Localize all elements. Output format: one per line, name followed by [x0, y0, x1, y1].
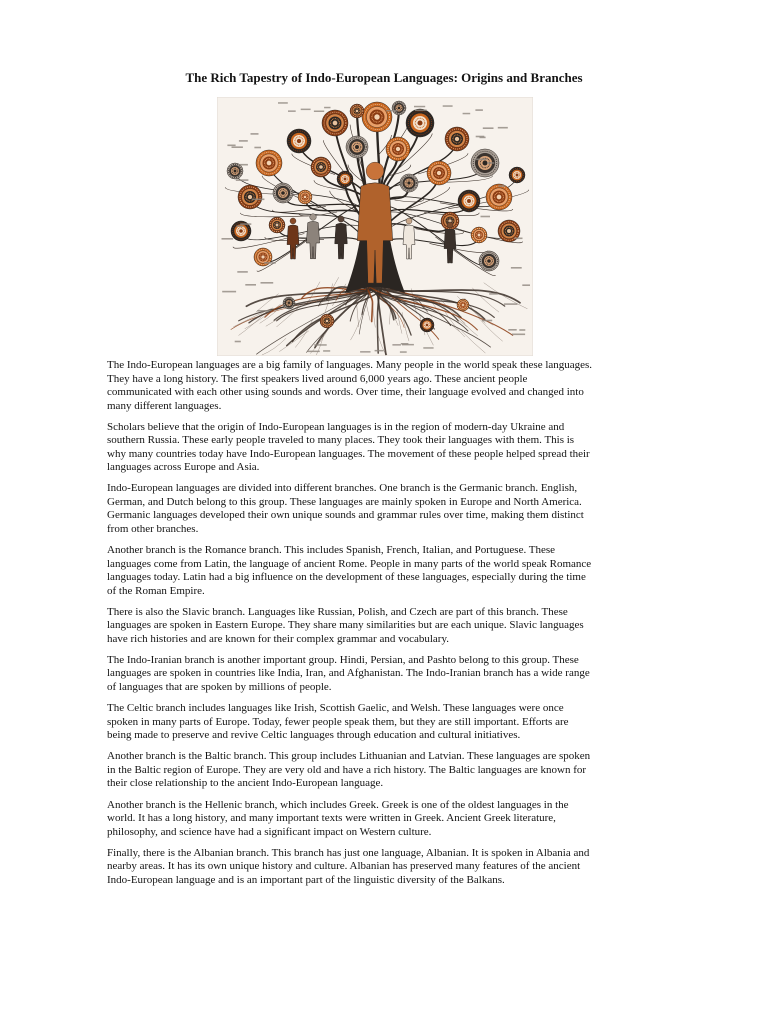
mandala-circle — [320, 314, 334, 328]
mandala-circle — [427, 161, 451, 185]
text-line: The Celtic branch includes languages like Irish, Scottish Gaelic, and Welsh. These languages were once — [107, 702, 564, 715]
language-tree-illustration — [217, 97, 533, 356]
label-mark — [251, 133, 259, 135]
label-mark — [314, 111, 324, 113]
mandala-circle — [445, 127, 469, 151]
mandala-circle — [273, 183, 293, 203]
mandala-circle — [406, 109, 434, 137]
paragraph-2 — [107, 421, 687, 475]
paragraph-4 — [107, 544, 687, 598]
label-mark — [504, 303, 518, 305]
label-mark — [227, 145, 235, 147]
label-mark — [483, 127, 494, 129]
label-mark — [278, 102, 288, 104]
label-mark — [481, 216, 491, 218]
label-mark — [487, 162, 494, 164]
label-mark — [222, 238, 234, 240]
mandala-circle — [346, 136, 368, 158]
label-mark — [400, 351, 407, 353]
text-line: their close relationship to the ancient Indo-European language. — [107, 777, 384, 790]
label-mark — [423, 347, 433, 349]
text-line: of the Roman Empire. — [107, 584, 205, 597]
label-mark — [360, 351, 370, 353]
label-mark — [512, 334, 525, 336]
mandala-circle — [471, 227, 487, 243]
paragraph-1 — [107, 359, 687, 413]
paragraph-7 — [107, 702, 687, 743]
mandala-circle — [458, 190, 480, 212]
text-line: The Indo-European languages are a big family of languages. Many people in the world speak these languages. — [107, 359, 593, 371]
label-mark — [519, 329, 525, 331]
label-mark — [514, 238, 522, 240]
label-mark — [236, 179, 249, 181]
text-line: Finally, there is the Albanian branch. This branch has just one language, Albanian. It is spoken in Albania and — [107, 846, 590, 859]
mandala-circle — [298, 190, 312, 204]
text-line: from other branches. — [107, 522, 199, 535]
text-line: philosophy, and science have had a significant impact on Western culture. — [107, 825, 432, 838]
text-line: Scholars believe that the origin of Indo-European languages is in the region of modern-day Ukraine and — [107, 420, 565, 433]
label-mark — [307, 351, 320, 353]
label-mark — [235, 341, 241, 343]
text-line: nearby areas. It has its own unique history and culture. Albanian has preserved many features of the ancient — [107, 860, 581, 873]
label-mark — [252, 199, 265, 201]
text-line: languages come from Latin, the language of ancient Rome. People in many parts of the world speak Romance — [107, 557, 592, 570]
label-mark — [443, 105, 453, 107]
mandala-circle — [322, 110, 348, 136]
document-title: The Rich Tapestry of Indo-European Languages: Origins and Branches — [185, 70, 583, 85]
label-mark — [522, 284, 530, 286]
text-line: have rich histories and are known for their complex grammar and vocabulary. — [107, 632, 449, 645]
mandala-circle — [457, 299, 469, 311]
text-line: Indo-European languages are divided into different branches. One branch is the Germanic branch. English, — [107, 482, 578, 495]
text-line: languages today. Latin had a big influence on the development of these languages, especially during the time — [107, 571, 586, 584]
label-mark — [245, 284, 256, 286]
label-mark — [288, 110, 296, 112]
text-line: languages are spoken in Eastern Europe. They share many similarities but are each unique. Slavic languages — [107, 619, 584, 632]
mandala-circle — [362, 102, 392, 132]
label-mark — [232, 146, 243, 148]
text-line: The Indo-Iranian branch is another important group. Hindi, Persian, and Pashto belong to this group. These — [107, 653, 579, 666]
language-tree-image — [217, 97, 533, 356]
text-line: communicated with each other using sounds and words. Over time, their language evolved and changed into — [107, 386, 584, 398]
text-line: of languages that are spoken by millions of people. — [107, 680, 332, 693]
label-mark — [386, 110, 397, 112]
mandala-circle — [269, 217, 285, 233]
label-mark — [324, 107, 330, 109]
mandala-circle — [479, 251, 499, 271]
paragraph-6 — [107, 654, 687, 695]
mandala-circle — [311, 157, 331, 177]
mandala-circle — [400, 174, 418, 192]
text-line: They have a long history. The first speakers lived around 6,000 years ago. These ancient people — [107, 372, 528, 385]
label-mark — [498, 127, 508, 129]
label-mark — [257, 310, 268, 312]
mandala-circle — [256, 150, 282, 176]
text-line: Another branch is the Romance branch. This includes Spanish, French, Italian, and Portuguese. These — [107, 544, 556, 557]
text-line: spoken in many parts of Europe. Today, fewer people speak them, but they are still important. Efforts are — [107, 715, 569, 728]
text-line: Another branch is the Hellenic branch, which includes Greek. Greek is one of the oldest languages in the — [107, 798, 569, 811]
paragraph-8 — [107, 750, 687, 791]
mandala-circle — [283, 297, 295, 309]
mandala-circle — [350, 104, 364, 118]
label-mark — [401, 343, 409, 345]
mandala-circle — [238, 185, 262, 209]
label-mark — [301, 109, 311, 111]
text-line: languages are spoken in countries like India, Iran, and Afghanistan. The Indo-Iranian branch has a wide range — [107, 667, 590, 680]
mandala-circle — [420, 318, 434, 332]
label-mark — [392, 344, 401, 346]
document-body — [107, 359, 687, 895]
text-line: in the Baltic region of Europe. They are very old and have a rich history. The Baltic languages are known for — [107, 763, 587, 776]
label-mark — [476, 136, 485, 138]
label-mark — [314, 344, 327, 346]
label-mark — [240, 223, 251, 225]
text-line: There is also the Slavic branch. Languages like Russian, Polish, and Czech are part of this branch. These — [107, 605, 568, 618]
label-mark — [254, 147, 261, 149]
mandala-circle — [486, 184, 512, 210]
mandala-circle — [392, 101, 406, 115]
label-mark — [239, 140, 248, 142]
mandala-circle — [471, 149, 499, 177]
label-mark — [375, 350, 384, 352]
text-line: Indo-European language and is an important part of the linguistic diversity of the Balkans. — [107, 873, 505, 886]
label-mark — [415, 110, 427, 112]
text-line: languages across Europe and Asia. — [107, 461, 260, 474]
text-line: being made to preserve and revive Celtic languages through education and cultural initiatives. — [107, 729, 521, 742]
text-line: world. It has a long history, and many important texts were written in Greek. Ancient Greek literature, — [107, 812, 556, 824]
label-mark — [222, 291, 236, 293]
mandala-circle — [509, 167, 525, 183]
paragraph-3 — [107, 482, 687, 536]
paragraph-5 — [107, 606, 687, 647]
label-mark — [463, 113, 471, 115]
label-mark — [482, 320, 492, 322]
paragraph-9 — [107, 799, 687, 840]
text-line: why many countries today have Indo-European languages. The movement of these people helped spread their — [107, 447, 590, 460]
label-mark — [489, 293, 498, 295]
label-mark — [511, 267, 522, 269]
text-line: Germanic languages developed their own unique sounds and grammar rules over time, making them distinct — [107, 509, 584, 522]
mandala-circle — [287, 129, 311, 153]
mandala-circle — [386, 137, 410, 161]
paragraph-10 — [107, 847, 687, 888]
text-line: German, and Dutch belong to this group. These languages are mainly spoken in Europe and North America. — [107, 495, 582, 508]
label-mark — [476, 159, 487, 161]
text-line: Another branch is the Baltic branch. This group includes Lithuanian and Latvian. These languages are spoken — [107, 750, 591, 763]
label-mark — [239, 164, 248, 166]
label-mark — [237, 271, 248, 273]
label-mark — [475, 109, 483, 111]
text-line: southern Russia. These early people traveled to many places. They took their languages with them. This is — [107, 434, 575, 447]
label-mark — [261, 282, 274, 284]
mandala-circle — [337, 171, 353, 187]
label-mark — [236, 225, 243, 227]
label-mark — [498, 185, 505, 187]
label-mark — [323, 350, 330, 352]
text-line: many different languages. — [107, 399, 222, 412]
label-mark — [508, 329, 516, 331]
label-mark — [414, 106, 425, 108]
label-mark — [264, 262, 276, 264]
